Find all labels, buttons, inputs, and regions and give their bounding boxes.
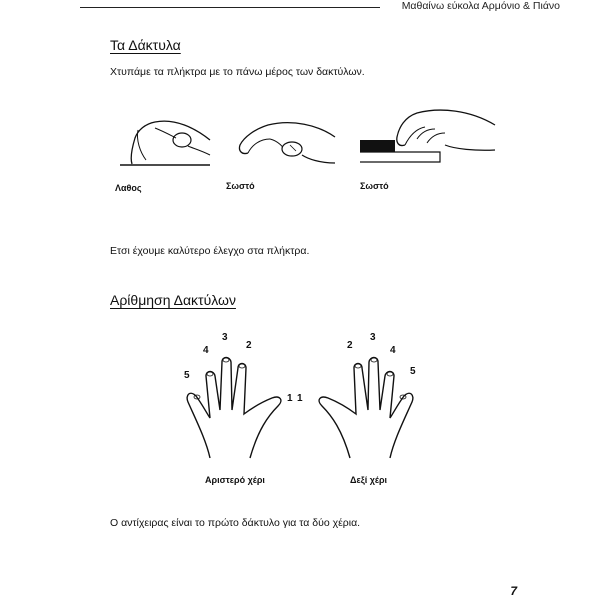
caption-correct-2: Σωστό	[360, 181, 389, 191]
hand-wrong-illustration	[110, 110, 215, 170]
left-finger-2: 2	[246, 340, 252, 351]
right-finger-4: 4	[390, 345, 396, 356]
section-title-numbering: Αρίθμηση Δακτύλων	[110, 292, 236, 308]
right-finger-5: 5	[410, 366, 416, 377]
running-header: Μαθαίνω εύκολα Αρμόνιο & Πιάνο	[401, 0, 560, 12]
caption-right-hand: Δεξί χέρι	[350, 475, 388, 485]
left-finger-4: 4	[203, 345, 209, 356]
intro-text: Χτυπάμε τα πλήκτρα με το πάνω μέρος των δακτύλων.	[110, 66, 365, 78]
hand-correct-illustration-1	[230, 115, 340, 170]
caption-wrong: Λαθος	[115, 183, 142, 193]
header-rule	[80, 7, 380, 8]
right-hand-illustration	[295, 340, 420, 460]
left-finger-5: 5	[184, 370, 190, 381]
left-finger-3: 3	[222, 332, 228, 343]
right-finger-1: 1	[297, 393, 303, 404]
caption-left-hand: Αριστερό χέρι	[205, 475, 265, 485]
right-finger-3: 3	[370, 332, 376, 343]
left-finger-1: 1	[287, 393, 293, 404]
caption-correct-1: Σωστό	[226, 181, 255, 191]
right-finger-2: 2	[347, 340, 353, 351]
page-number: 7	[510, 584, 517, 598]
hand-on-keys-illustration	[355, 105, 500, 165]
thumb-note-text: Ο αντίχειρας είναι το πρώτο δάκτυλο για τα δύο χέρια.	[110, 517, 361, 529]
section-title-fingers: Τα Δάκτυλα	[110, 37, 181, 53]
conclusion-text: Ετσι έχουμε καλύτερο έλεγχο στα πλήκτρα.	[110, 245, 310, 257]
